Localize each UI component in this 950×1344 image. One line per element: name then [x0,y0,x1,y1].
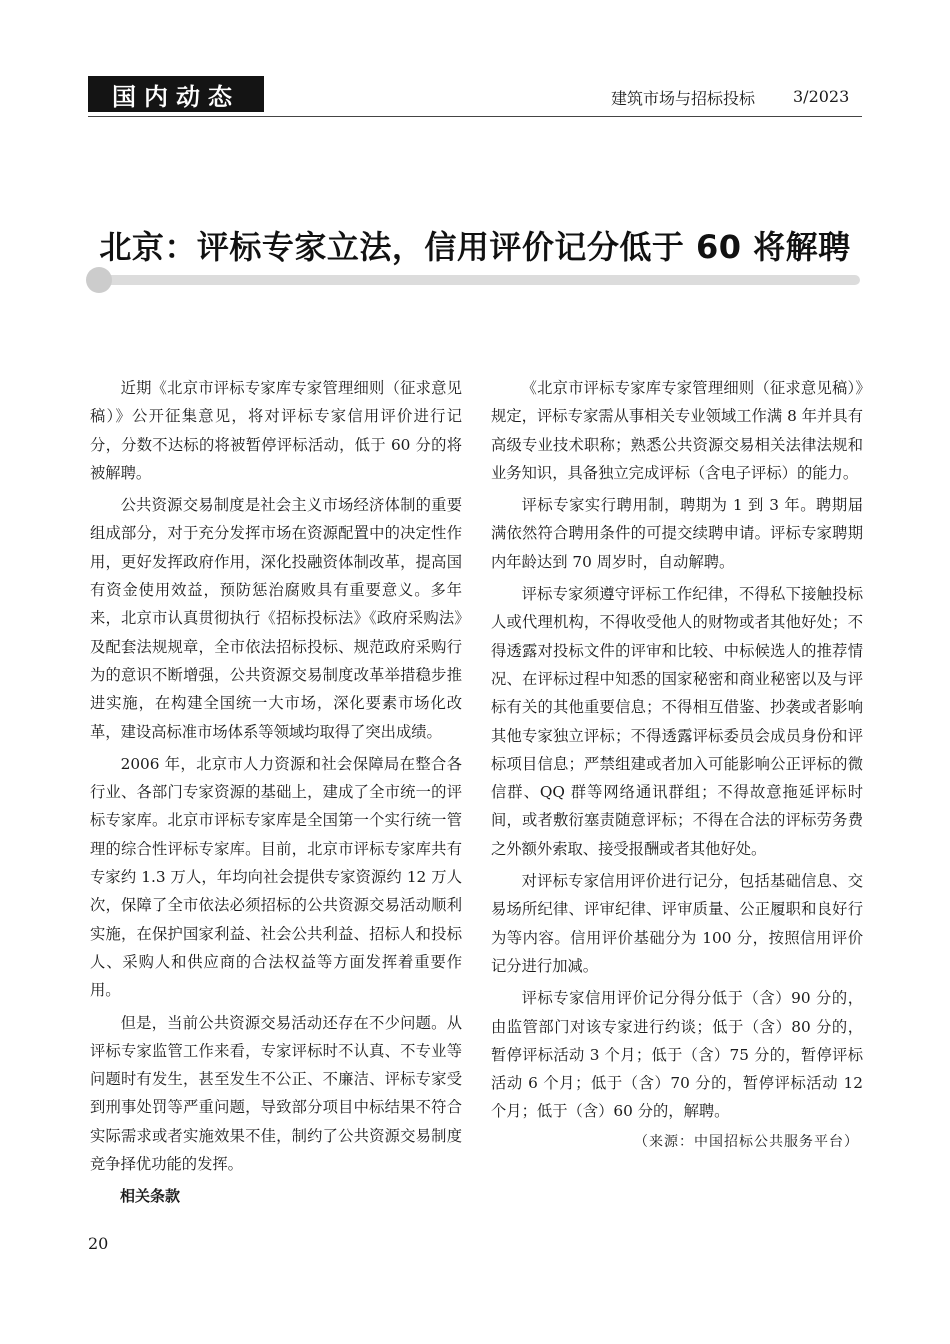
paragraph: 2006 年，北京市人力资源和社会保障局在整合各行业、各部门专家资源的基础上，建成了全市统一的评标专家库。北京市评标专家库是全国第一个实行统一管理的综合性评标专家库。目前，北京市评标专家库共有专家约 1.3 万人，年均向社会提供专家资源约 12 万人次，保障了全市依法必须招标的公共资源交易活动顺利实施，在保护国家利益、社会公共利益、招标人和投标人、采购人和供应商的合法权益等方面发挥着重要作用。 [90,754,462,1000]
journal-name: 建筑市场与招标投标 [611,89,756,108]
paragraph: 近期《北京市评标专家库专家管理细则（征求意见稿）》公开征集意见，将对评标专家信用评价进行记分，分数不达标的将被暂停评标活动，低于 60 分的将被解聘。 [90,379,462,482]
right-column [491,374,863,1156]
title-underline-dot [86,267,112,293]
paragraph: 公共资源交易制度是社会主义市场经济体制的重要组成部分，对于充分发挥市场在资源配置中的决定性作用，更好发挥政府作用，深化投融资体制改革，提高国有资金使用效益，预防惩治腐败具有重要意义。多年来，北京市认真贯彻执行《招标投标法》《政府采购法》及配套法规规章，全市依法招标投标、规范政府采购行为的意识不断增强，公共资源交易制度改革举措稳步推进实施，在构建全国统一大市场，深化要素市场化改革，建设高标准市场体系等领域均取得了突出成绩。 [90,496,462,741]
paragraph: 评标专家实行聘用制，聘期为 1 到 3 年。聘期届满依然符合聘用条件的可提交续聘申请。评标专家聘期内年龄达到 70 周岁时，自动解聘。 [491,496,863,571]
source-credit: （来源：中国招标公共服务平台） [634,1133,859,1150]
page-number: 20 [88,1234,109,1253]
title-underline-bar [100,275,860,285]
paragraph: 评标专家须遵守评标工作纪律，不得私下接触投标人或代理机构，不得收受他人的财物或者其他好处；不得透露对投标文件的评审和比较、中标候选人的推荐情况、在评标过程中知悉的国家秘密和商业秘密以及与评标有关的其他重要信息；不得相互借鉴、抄袭或者影响其他专家独立评标；不得透露评标委员会成员身份和评标项目信息；严禁组建或者加入可能影响公正评标的微信群、QQ 群等网络通讯群组；不得故意拖延评标时间，或者敷衍塞责随意评标；不得在合法的评标劳务费之外额外索取、接受报酬或者其他好处。 [491,585,863,858]
paragraph: 《北京市评标专家库专家管理细则（征求意见稿）》规定，评标专家需从事相关专业领域工作满 8 年并具有高级专业技术职称；熟悉公共资源交易相关法律法规和业务知识，具备独立完成评标（含电子评标）的能力。 [491,379,863,482]
issue-number: 3/2023 [793,87,850,106]
paragraph: 评标专家信用评价记分得分低于（含）90 分的，由监管部门对该专家进行约谈；低于（含）80 分的，暂停评标活动 3 个月；低于（含）75 分的，暂停评标活动 6 个月；低于（含）70 分的，暂停评标活动 12 个月；低于（含）60 分的，解聘。 [491,989,863,1121]
left-column [90,374,462,1211]
paragraph: 对评标专家信用评价进行记分，包括基础信息、交易场所纪律、评审纪律、评审质量、公正履职和良好行为等内容。信用评价基础分为 100 分，按照信用评价记分进行加减。 [491,872,863,975]
paragraph: 但是，当前公共资源交易活动还存在不少问题。从评标专家监管工作来看，专家评标时不认真、不专业等问题时有发生，甚至发生不公正、不廉洁、评标专家受到刑事处罚等严重问题，导致部分项目中标结果不符合实际需求或者实施效果不佳，制约了公共资源交易制度竞争择优功能的发挥。 [90,1013,462,1174]
header-rule [88,116,862,117]
section-tag: 国内动态 [88,76,264,112]
subheading: 相关条款 [120,1187,181,1206]
article-title: 北京：评标专家立法，信用评价记分低于 60 将解聘 [99,228,851,266]
